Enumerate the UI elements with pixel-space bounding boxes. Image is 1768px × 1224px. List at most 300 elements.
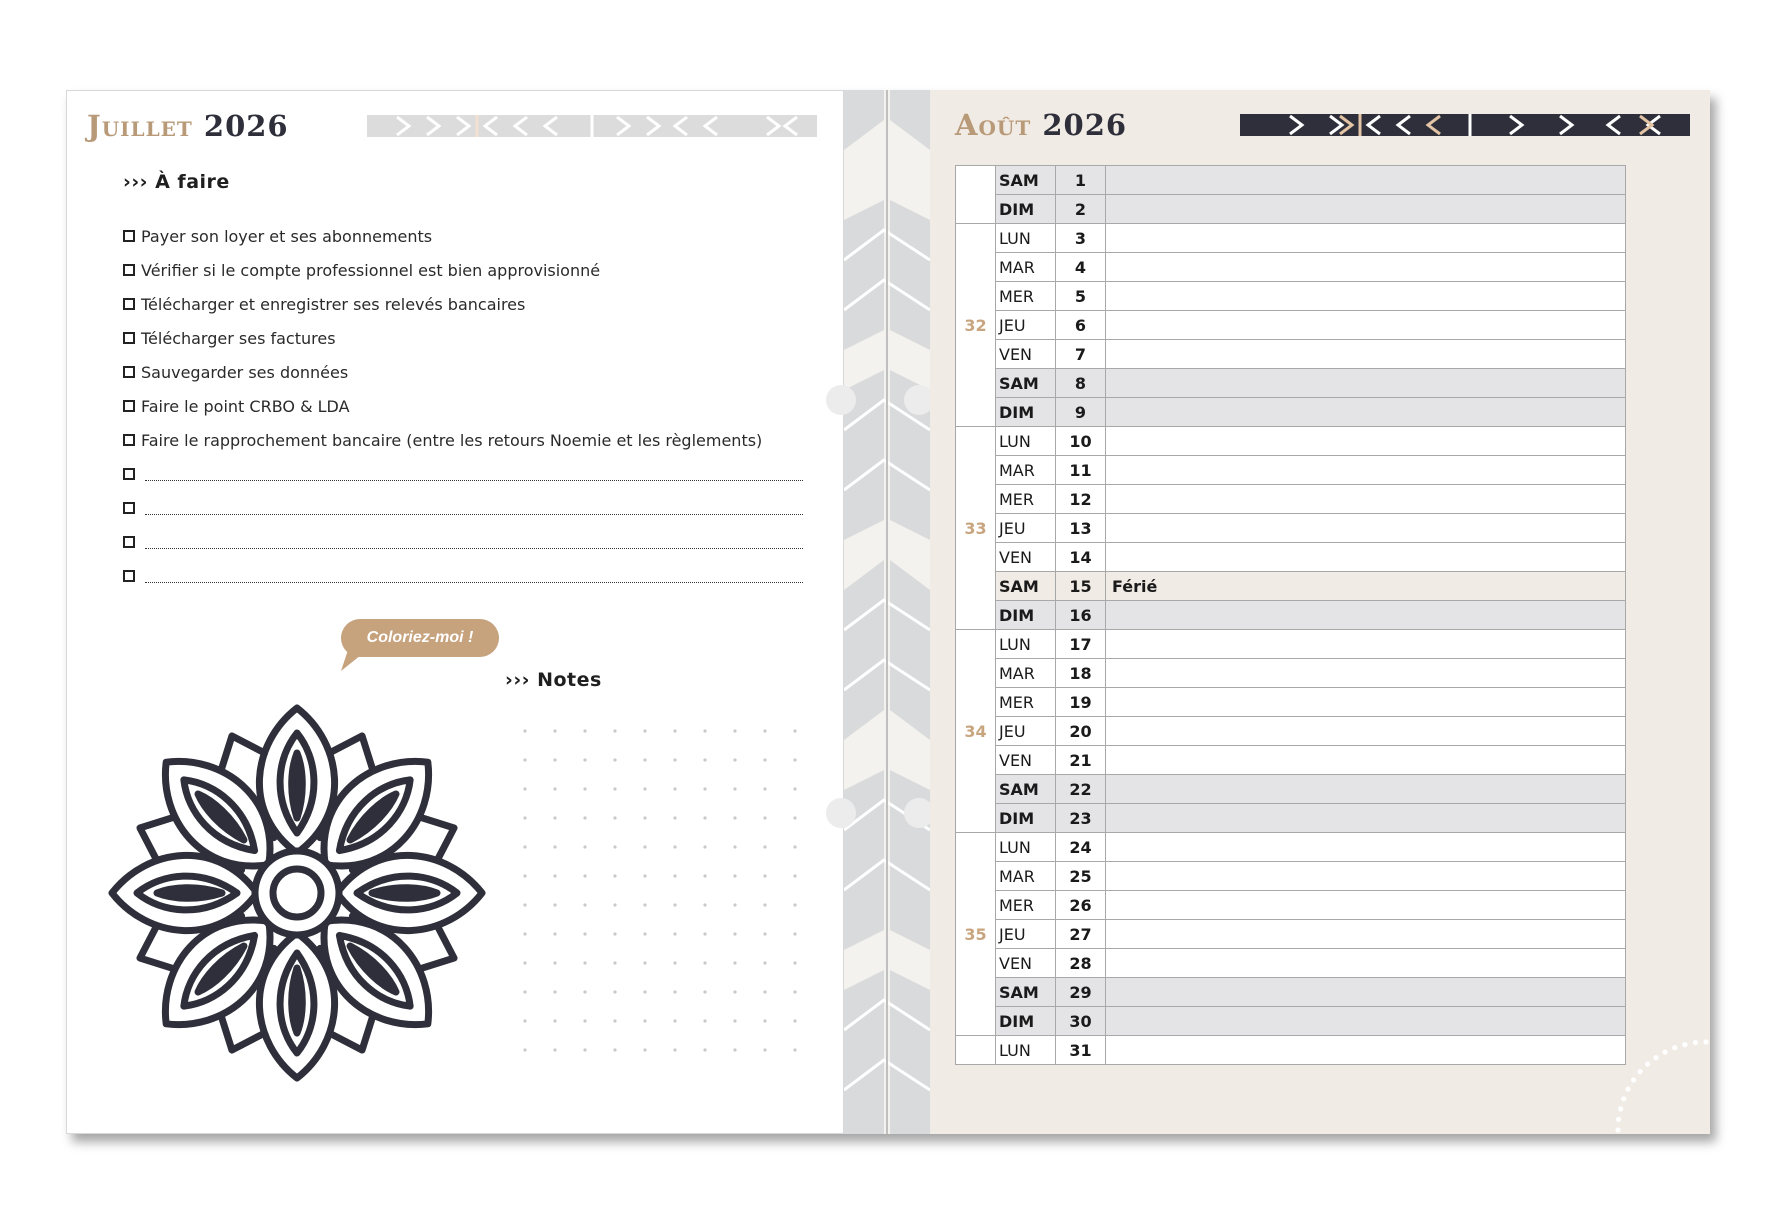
day-number: 12 [1056, 485, 1106, 514]
grid-dot [793, 758, 796, 761]
grid-dot [793, 874, 796, 877]
grid-dot [583, 990, 586, 993]
day-note[interactable] [1106, 717, 1626, 746]
week-number [956, 1036, 996, 1065]
calendar-row[interactable] [956, 659, 1626, 688]
checkbox-icon[interactable] [123, 502, 135, 514]
checkbox-icon[interactable] [123, 264, 135, 276]
grid-dot [583, 874, 586, 877]
grid-dot [763, 1048, 766, 1051]
grid-dot [613, 874, 616, 877]
grid-dot [673, 961, 676, 964]
day-name: LUN [996, 224, 1056, 253]
grid-dot [613, 816, 616, 819]
day-number: 14 [1056, 543, 1106, 572]
grid-dot [703, 816, 706, 819]
calendar-row[interactable] [956, 891, 1626, 920]
grid-dot [523, 961, 526, 964]
grid-dot [703, 758, 706, 761]
binder-hole [826, 385, 856, 415]
todo-item[interactable] [123, 219, 803, 253]
calendar-row[interactable] [956, 340, 1626, 369]
right-month-year: 2026 [1042, 108, 1128, 142]
todo-item[interactable] [123, 321, 803, 355]
grid-dot [793, 903, 796, 906]
todo-item-empty[interactable] [123, 525, 803, 559]
grid-dot [583, 903, 586, 906]
grid-dot [733, 729, 736, 732]
todo-item-label: Sauvegarder ses données [141, 362, 349, 382]
calendar-row[interactable] [956, 224, 1626, 253]
calendar-row[interactable] [956, 456, 1626, 485]
todo-item-label: Faire le rapprochement bancaire (entre les retours Noemie et les règlements) [141, 430, 763, 450]
grid-dot [703, 990, 706, 993]
grid-dot [703, 932, 706, 935]
day-note[interactable] [1106, 949, 1626, 978]
color-me-bubble: Coloriez-moi ! [341, 619, 499, 657]
grid-dot [553, 961, 556, 964]
checkbox-icon[interactable] [123, 230, 135, 242]
calendar-row[interactable] [956, 1036, 1626, 1065]
day-note[interactable] [1106, 833, 1626, 862]
grid-dot [763, 758, 766, 761]
day-name: MER [996, 485, 1056, 514]
day-note[interactable] [1106, 369, 1626, 398]
grid-dot [643, 1019, 646, 1022]
grid-dot [793, 961, 796, 964]
decor-dot [1672, 1045, 1677, 1050]
grid-dot [763, 874, 766, 877]
day-name: DIM [996, 398, 1056, 427]
day-name: SAM [996, 978, 1056, 1007]
grid-dot [553, 845, 556, 848]
calendar-row[interactable] [956, 398, 1626, 427]
grid-dot [733, 845, 736, 848]
grid-dot [733, 961, 736, 964]
decor-dot [1682, 1042, 1687, 1047]
day-note[interactable] [1106, 514, 1626, 543]
day-note[interactable] [1106, 340, 1626, 369]
calendar-row[interactable] [956, 920, 1626, 949]
grid-dot [643, 845, 646, 848]
grid-dot [643, 787, 646, 790]
day-note[interactable] [1106, 891, 1626, 920]
day-number: 26 [1056, 891, 1106, 920]
grid-dot [553, 1019, 556, 1022]
left-month-title [87, 109, 289, 143]
checkbox-icon[interactable] [123, 366, 135, 378]
grid-dot [613, 1019, 616, 1022]
calendar-row[interactable] [956, 253, 1626, 282]
day-number: 9 [1056, 398, 1106, 427]
grid-dot [733, 903, 736, 906]
day-note[interactable] [1106, 166, 1626, 195]
writing-line[interactable] [145, 502, 803, 515]
todo-item[interactable] [123, 253, 803, 287]
decor-dot [1663, 1050, 1668, 1055]
day-number: 7 [1056, 340, 1106, 369]
grid-dot [673, 990, 676, 993]
day-name: JEU [996, 514, 1056, 543]
grid-dot [763, 787, 766, 790]
day-name: VEN [996, 746, 1056, 775]
grid-dot [733, 932, 736, 935]
grid-dot [673, 932, 676, 935]
day-name: LUN [996, 1036, 1056, 1065]
day-note[interactable]: Férié [1106, 572, 1626, 601]
calendar-row[interactable] [956, 166, 1626, 195]
grid-dot [673, 787, 676, 790]
grid-dot [763, 816, 766, 819]
grid-dot [793, 729, 796, 732]
grid-dot [703, 787, 706, 790]
day-number: 18 [1056, 659, 1106, 688]
day-number: 16 [1056, 601, 1106, 630]
grid-dot [583, 1048, 586, 1051]
decor-dot [1653, 1055, 1658, 1060]
grid-dot [733, 874, 736, 877]
calendar-row[interactable] [956, 717, 1626, 746]
calendar-row[interactable] [956, 862, 1626, 891]
day-number: 25 [1056, 862, 1106, 891]
august-calendar-table [955, 165, 1626, 1065]
day-note[interactable] [1106, 978, 1626, 1007]
checkbox-icon[interactable] [123, 536, 135, 548]
todo-item-empty[interactable] [123, 457, 803, 491]
grid-dot [523, 758, 526, 761]
todo-item-empty[interactable] [123, 491, 803, 525]
calendar-row[interactable] [956, 311, 1626, 340]
week-number [956, 166, 996, 224]
grid-dot [613, 1048, 616, 1051]
decor-dot [1615, 1127, 1620, 1132]
todo-item-label: Télécharger et enregistrer ses relevés bancaires [141, 294, 526, 314]
grid-dot [583, 845, 586, 848]
day-name: LUN [996, 630, 1056, 659]
grid-dot [523, 1019, 526, 1022]
grid-dot [523, 787, 526, 790]
grid-dot [673, 1048, 676, 1051]
day-note[interactable] [1106, 224, 1626, 253]
todo-item-empty[interactable] [123, 559, 803, 593]
grid-dot [763, 729, 766, 732]
calendar-row[interactable] [956, 195, 1626, 224]
grid-dot [643, 874, 646, 877]
grid-dot [643, 1048, 646, 1051]
day-number: 20 [1056, 717, 1106, 746]
checkbox-icon[interactable] [123, 570, 135, 582]
day-note[interactable] [1106, 195, 1626, 224]
decor-dot [1621, 1096, 1626, 1101]
grid-dot [523, 1048, 526, 1051]
todo-item[interactable] [123, 287, 803, 321]
grid-dot [673, 874, 676, 877]
grid-dot [553, 932, 556, 935]
grid-dot [613, 932, 616, 935]
day-number: 27 [1056, 920, 1106, 949]
left-month-name: Juillet [87, 109, 193, 143]
mandala-petal-core [157, 888, 222, 899]
day-number: 21 [1056, 746, 1106, 775]
todo-item[interactable] [123, 355, 803, 389]
day-name: VEN [996, 543, 1056, 572]
calendar-row[interactable] [956, 601, 1626, 630]
grid-dot [733, 787, 736, 790]
day-name: LUN [996, 427, 1056, 456]
grid-dot [673, 729, 676, 732]
todo-section-title: ››› À faire [123, 171, 230, 193]
todo-item-label: Télécharger ses factures [141, 328, 336, 348]
grid-dot [523, 932, 526, 935]
day-number: 19 [1056, 688, 1106, 717]
day-note[interactable] [1106, 398, 1626, 427]
right-month-name: Août [955, 108, 1032, 142]
day-note[interactable] [1106, 253, 1626, 282]
day-number: 2 [1056, 195, 1106, 224]
decor-dot [1626, 1087, 1631, 1092]
grid-dot [673, 758, 676, 761]
grid-dot [523, 845, 526, 848]
day-number: 1 [1056, 166, 1106, 195]
grid-dot [583, 961, 586, 964]
writing-line[interactable] [145, 570, 803, 583]
day-name: MAR [996, 862, 1056, 891]
day-number: 8 [1056, 369, 1106, 398]
day-number: 13 [1056, 514, 1106, 543]
grid-dot [733, 758, 736, 761]
day-note[interactable] [1106, 1036, 1626, 1065]
day-number: 29 [1056, 978, 1106, 1007]
day-name: SAM [996, 369, 1056, 398]
grid-dot [583, 729, 586, 732]
grid-dot [523, 903, 526, 906]
day-note[interactable] [1106, 862, 1626, 891]
grid-dot [763, 961, 766, 964]
mandala-petal-core [372, 888, 437, 899]
todo-list [123, 219, 803, 593]
grid-dot [793, 787, 796, 790]
grid-dot [763, 1019, 766, 1022]
calendar-row[interactable] [956, 630, 1626, 659]
grid-dot [553, 903, 556, 906]
calendar-row[interactable] [956, 978, 1626, 1007]
todo-item-label: Vérifier si le compte professionnel est bien approvisionné [141, 260, 601, 280]
day-number: 6 [1056, 311, 1106, 340]
checkbox-icon[interactable] [123, 400, 135, 412]
day-note[interactable] [1106, 746, 1626, 775]
mandala-icon [97, 693, 497, 1093]
day-number: 5 [1056, 282, 1106, 311]
calendar-row[interactable] [956, 949, 1626, 978]
day-number: 11 [1056, 456, 1106, 485]
day-note[interactable] [1106, 282, 1626, 311]
day-number: 23 [1056, 804, 1106, 833]
day-note[interactable] [1106, 920, 1626, 949]
day-name: DIM [996, 804, 1056, 833]
calendar-row[interactable] [956, 572, 1626, 601]
checkbox-icon[interactable] [123, 468, 135, 480]
left-decorative-band [367, 115, 817, 137]
checkbox-icon[interactable] [123, 434, 135, 446]
day-note[interactable] [1106, 688, 1626, 717]
grid-dot [673, 845, 676, 848]
day-name: JEU [996, 920, 1056, 949]
day-name: MAR [996, 659, 1056, 688]
grid-dot [643, 990, 646, 993]
todo-item-label: Faire le point CRBO & LDA [141, 396, 350, 416]
grid-dot [733, 990, 736, 993]
decor-dot [1703, 1039, 1708, 1044]
grid-dot [613, 729, 616, 732]
grid-dot [703, 729, 706, 732]
calendar-row[interactable] [956, 833, 1626, 862]
grid-dot [793, 990, 796, 993]
day-number: 30 [1056, 1007, 1106, 1036]
decorative-dots [1610, 1030, 1710, 1134]
grid-dot [523, 816, 526, 819]
grid-dot [553, 787, 556, 790]
grid-dot [553, 816, 556, 819]
binder-hole [826, 798, 856, 828]
writing-line[interactable] [145, 536, 803, 549]
day-name: JEU [996, 311, 1056, 340]
grid-dot [703, 845, 706, 848]
grid-dot [613, 845, 616, 848]
planner-spread [66, 90, 1710, 1134]
grid-dot [643, 729, 646, 732]
writing-line[interactable] [145, 468, 803, 481]
day-note[interactable] [1106, 543, 1626, 572]
grid-dot [643, 758, 646, 761]
day-number: 28 [1056, 949, 1106, 978]
day-name: SAM [996, 775, 1056, 804]
day-name: VEN [996, 949, 1056, 978]
grid-dot [703, 961, 706, 964]
left-month-year: 2026 [203, 109, 289, 143]
calendar-row[interactable] [956, 804, 1626, 833]
grid-dot [793, 1019, 796, 1022]
grid-dot [763, 990, 766, 993]
calendar-row[interactable] [956, 485, 1626, 514]
mandala-petal-core [292, 968, 303, 1033]
grid-dot [553, 729, 556, 732]
grid-dot [583, 932, 586, 935]
day-number: 3 [1056, 224, 1106, 253]
grid-dot [583, 787, 586, 790]
spine [844, 90, 930, 1134]
day-note[interactable] [1106, 601, 1626, 630]
day-note[interactable] [1106, 311, 1626, 340]
day-note[interactable] [1106, 456, 1626, 485]
week-number: 33 [956, 427, 996, 630]
day-note[interactable] [1106, 427, 1626, 456]
decor-dot [1618, 1106, 1623, 1111]
grid-dot [793, 845, 796, 848]
grid-dot [643, 816, 646, 819]
calendar-row[interactable] [956, 282, 1626, 311]
grid-dot [613, 758, 616, 761]
calendar-row[interactable] [956, 369, 1626, 398]
calendar-row[interactable] [956, 775, 1626, 804]
grid-dot [643, 903, 646, 906]
grid-dot [793, 932, 796, 935]
day-name: MER [996, 282, 1056, 311]
grid-dot [553, 1048, 556, 1051]
week-number: 32 [956, 224, 996, 427]
day-number: 31 [1056, 1036, 1106, 1065]
grid-dot [553, 874, 556, 877]
grid-dot [763, 932, 766, 935]
day-name: SAM [996, 166, 1056, 195]
grid-dot [553, 990, 556, 993]
day-number: 4 [1056, 253, 1106, 282]
right-month-title [955, 108, 1127, 142]
grid-dot [553, 758, 556, 761]
calendar-row[interactable] [956, 688, 1626, 717]
decor-dot [1645, 1062, 1650, 1067]
decor-dot [1631, 1077, 1636, 1082]
calendar-row[interactable] [956, 427, 1626, 456]
grid-dot [643, 932, 646, 935]
grid-dot [523, 729, 526, 732]
calendar-row[interactable] [956, 543, 1626, 572]
day-number: 15 [1056, 572, 1106, 601]
week-number: 34 [956, 630, 996, 833]
notes-dot-grid[interactable] [517, 721, 817, 1121]
grid-dot [613, 961, 616, 964]
grid-dot [733, 816, 736, 819]
grid-dot [733, 1048, 736, 1051]
calendar-row[interactable] [956, 1007, 1626, 1036]
todo-item[interactable] [123, 389, 803, 423]
spine-pattern [844, 90, 930, 1134]
day-note[interactable] [1106, 485, 1626, 514]
day-note[interactable] [1106, 659, 1626, 688]
grid-dot [763, 845, 766, 848]
checkbox-icon[interactable] [123, 298, 135, 310]
decor-dot [1693, 1040, 1698, 1045]
calendar-row[interactable] [956, 514, 1626, 543]
day-note[interactable] [1106, 630, 1626, 659]
day-name: JEU [996, 717, 1056, 746]
notes-section-title: ››› Notes [505, 669, 602, 691]
grid-dot [613, 903, 616, 906]
grid-dot [583, 816, 586, 819]
day-name: LUN [996, 833, 1056, 862]
grid-dot [523, 990, 526, 993]
day-name: VEN [996, 340, 1056, 369]
todo-item[interactable] [123, 423, 803, 457]
day-note[interactable] [1106, 775, 1626, 804]
day-number: 17 [1056, 630, 1106, 659]
day-name: DIM [996, 195, 1056, 224]
day-note[interactable] [1106, 1007, 1626, 1036]
day-number: 10 [1056, 427, 1106, 456]
day-number: 22 [1056, 775, 1106, 804]
day-name: MER [996, 891, 1056, 920]
decor-dot [1616, 1117, 1621, 1122]
mandala-petal-core [292, 753, 303, 818]
calendar-row[interactable] [956, 746, 1626, 775]
grid-dot [613, 990, 616, 993]
day-name: MAR [996, 456, 1056, 485]
grid-dot [763, 903, 766, 906]
checkbox-icon[interactable] [123, 332, 135, 344]
grid-dot [523, 874, 526, 877]
day-name: MAR [996, 253, 1056, 282]
day-note[interactable] [1106, 804, 1626, 833]
mandala-center [273, 869, 321, 917]
